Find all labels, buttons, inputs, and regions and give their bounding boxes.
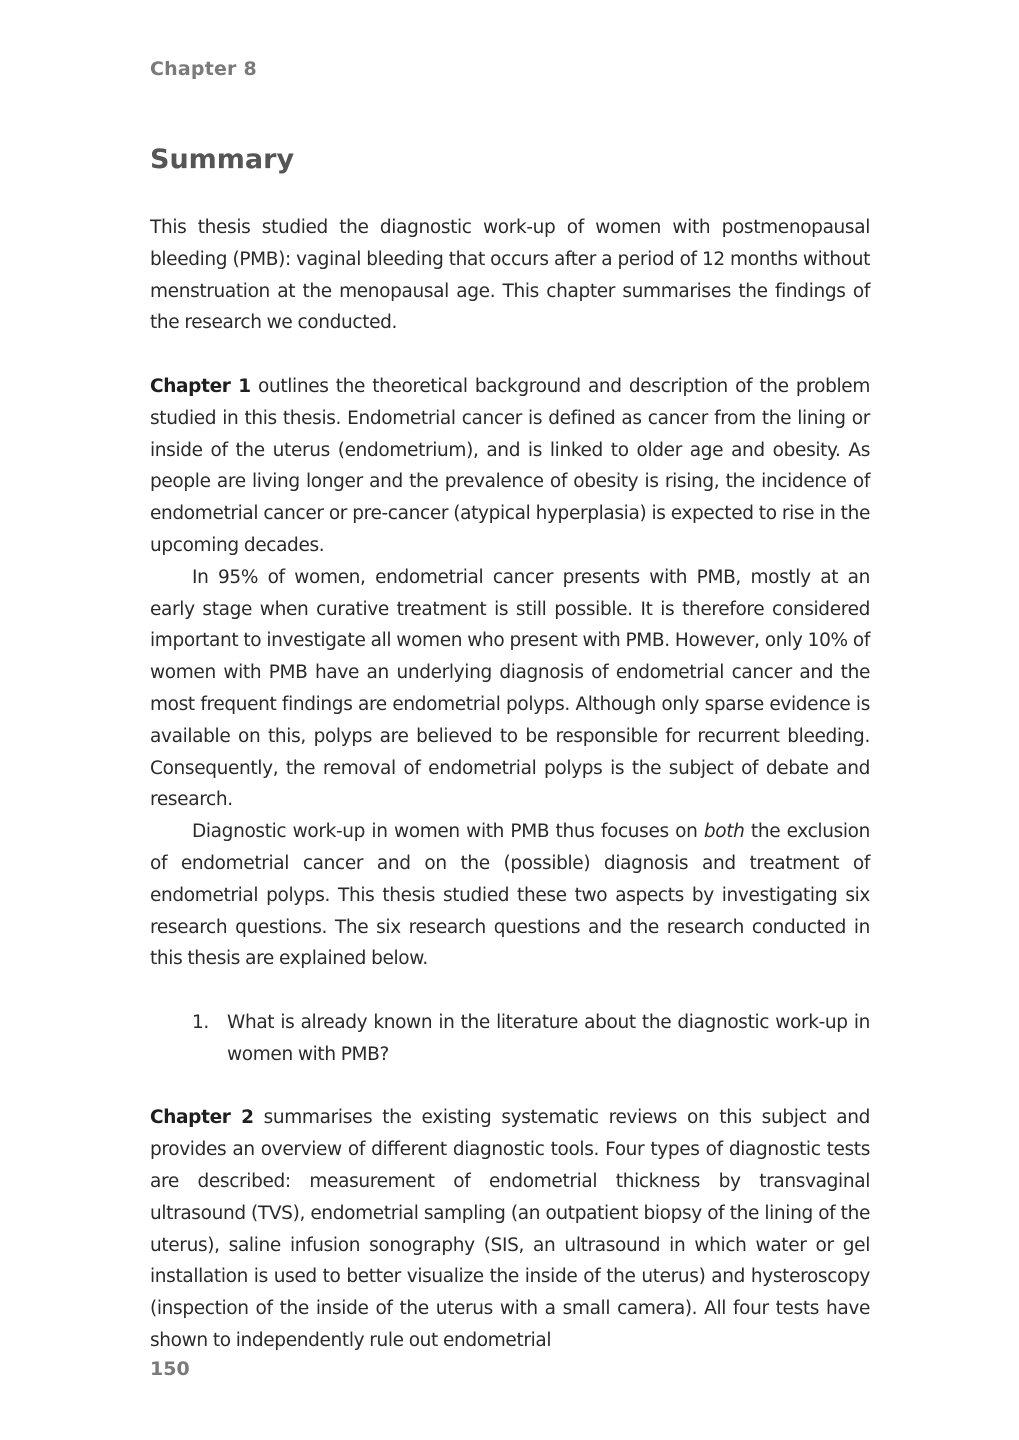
- chapter1-paragraph: [150, 371, 870, 562]
- question-number: 1.: [192, 1011, 209, 1033]
- chapter2-paragraph: [150, 1102, 870, 1356]
- chapter2-lead-in: Chapter 2: [150, 1107, 254, 1129]
- chapter1-lead-in: Chapter 1: [150, 375, 251, 397]
- page-title: Summary: [150, 144, 295, 175]
- running-head: Chapter 8: [150, 58, 257, 80]
- page-number: 150: [150, 1358, 190, 1380]
- intro-paragraph: This thesis studied the diagnostic work-up of women with postmenopausal bleeding (PMB): vaginal bleeding that occurs after a period of 12 months without menstruation at the menopausal age. This chapter summarises the findings of the research we conducted.: [150, 217, 870, 334]
- prevalence-paragraph: In 95% of women, endometrial cancer presents with PMB, mostly at an early stage when curative treatment is still possible. It is therefore considered important to investigate all women who present with PMB. However, only 10% of women with PMB have an underlying diagnosis of endometrial cancer and the most frequent findings are endometrial polyps. Although only sparse evidence is available on this, polyps are believed to be responsible for recurrent bleeding. Consequently, the removal of endometrial polyps is the subject of debate and research.: [150, 566, 870, 811]
- chapter2-text: summarises the existing systematic reviews on this subject and provides an overview of different diagnostic tools. Four types of diagnostic tests are described: measurement of endometrial thickness by transvaginal ultrasound (TVS), endometrial sampling (an outpatient biopsy of the lining of the uterus), saline infusion sonography (SIS, an ultrasound in which water or gel installation is used to better visualize the inside of the uterus) and hysteroscopy (inspection of the inside of the uterus with a small camera). All four tests have shown to independently rule out endometrial: [150, 1107, 870, 1351]
- workup-text-after: the exclusion of endometrial cancer and on the (possible) diagnosis and treatment of endometrial polyps. This thesis studied these two aspects by investigating six research questions. The six research questions and the research conducted in this thesis are explained below.: [150, 821, 871, 970]
- chapter1-text: outlines the theoretical background and description of the problem studied in this thesis. Endometrial cancer is defined as cancer from the lining or inside of the uterus (endometrium), and is linked to older age and obesity. As people are living longer and the prevalence of obesity is rising, the incidence of endometrial cancer or pre-cancer (atypical hyperplasia) is expected to rise in the upcoming decades.: [150, 375, 870, 556]
- body-text: [150, 212, 870, 1357]
- workup-emphasis: both: [703, 821, 745, 843]
- question-text: What is already known in the literature about the diagnostic work-up in women with PMB?: [227, 1011, 870, 1065]
- workup-paragraph: [150, 816, 870, 975]
- research-question-1: [150, 1007, 870, 1071]
- workup-text-before: Diagnostic work-up in women with PMB thus focuses on: [192, 821, 704, 843]
